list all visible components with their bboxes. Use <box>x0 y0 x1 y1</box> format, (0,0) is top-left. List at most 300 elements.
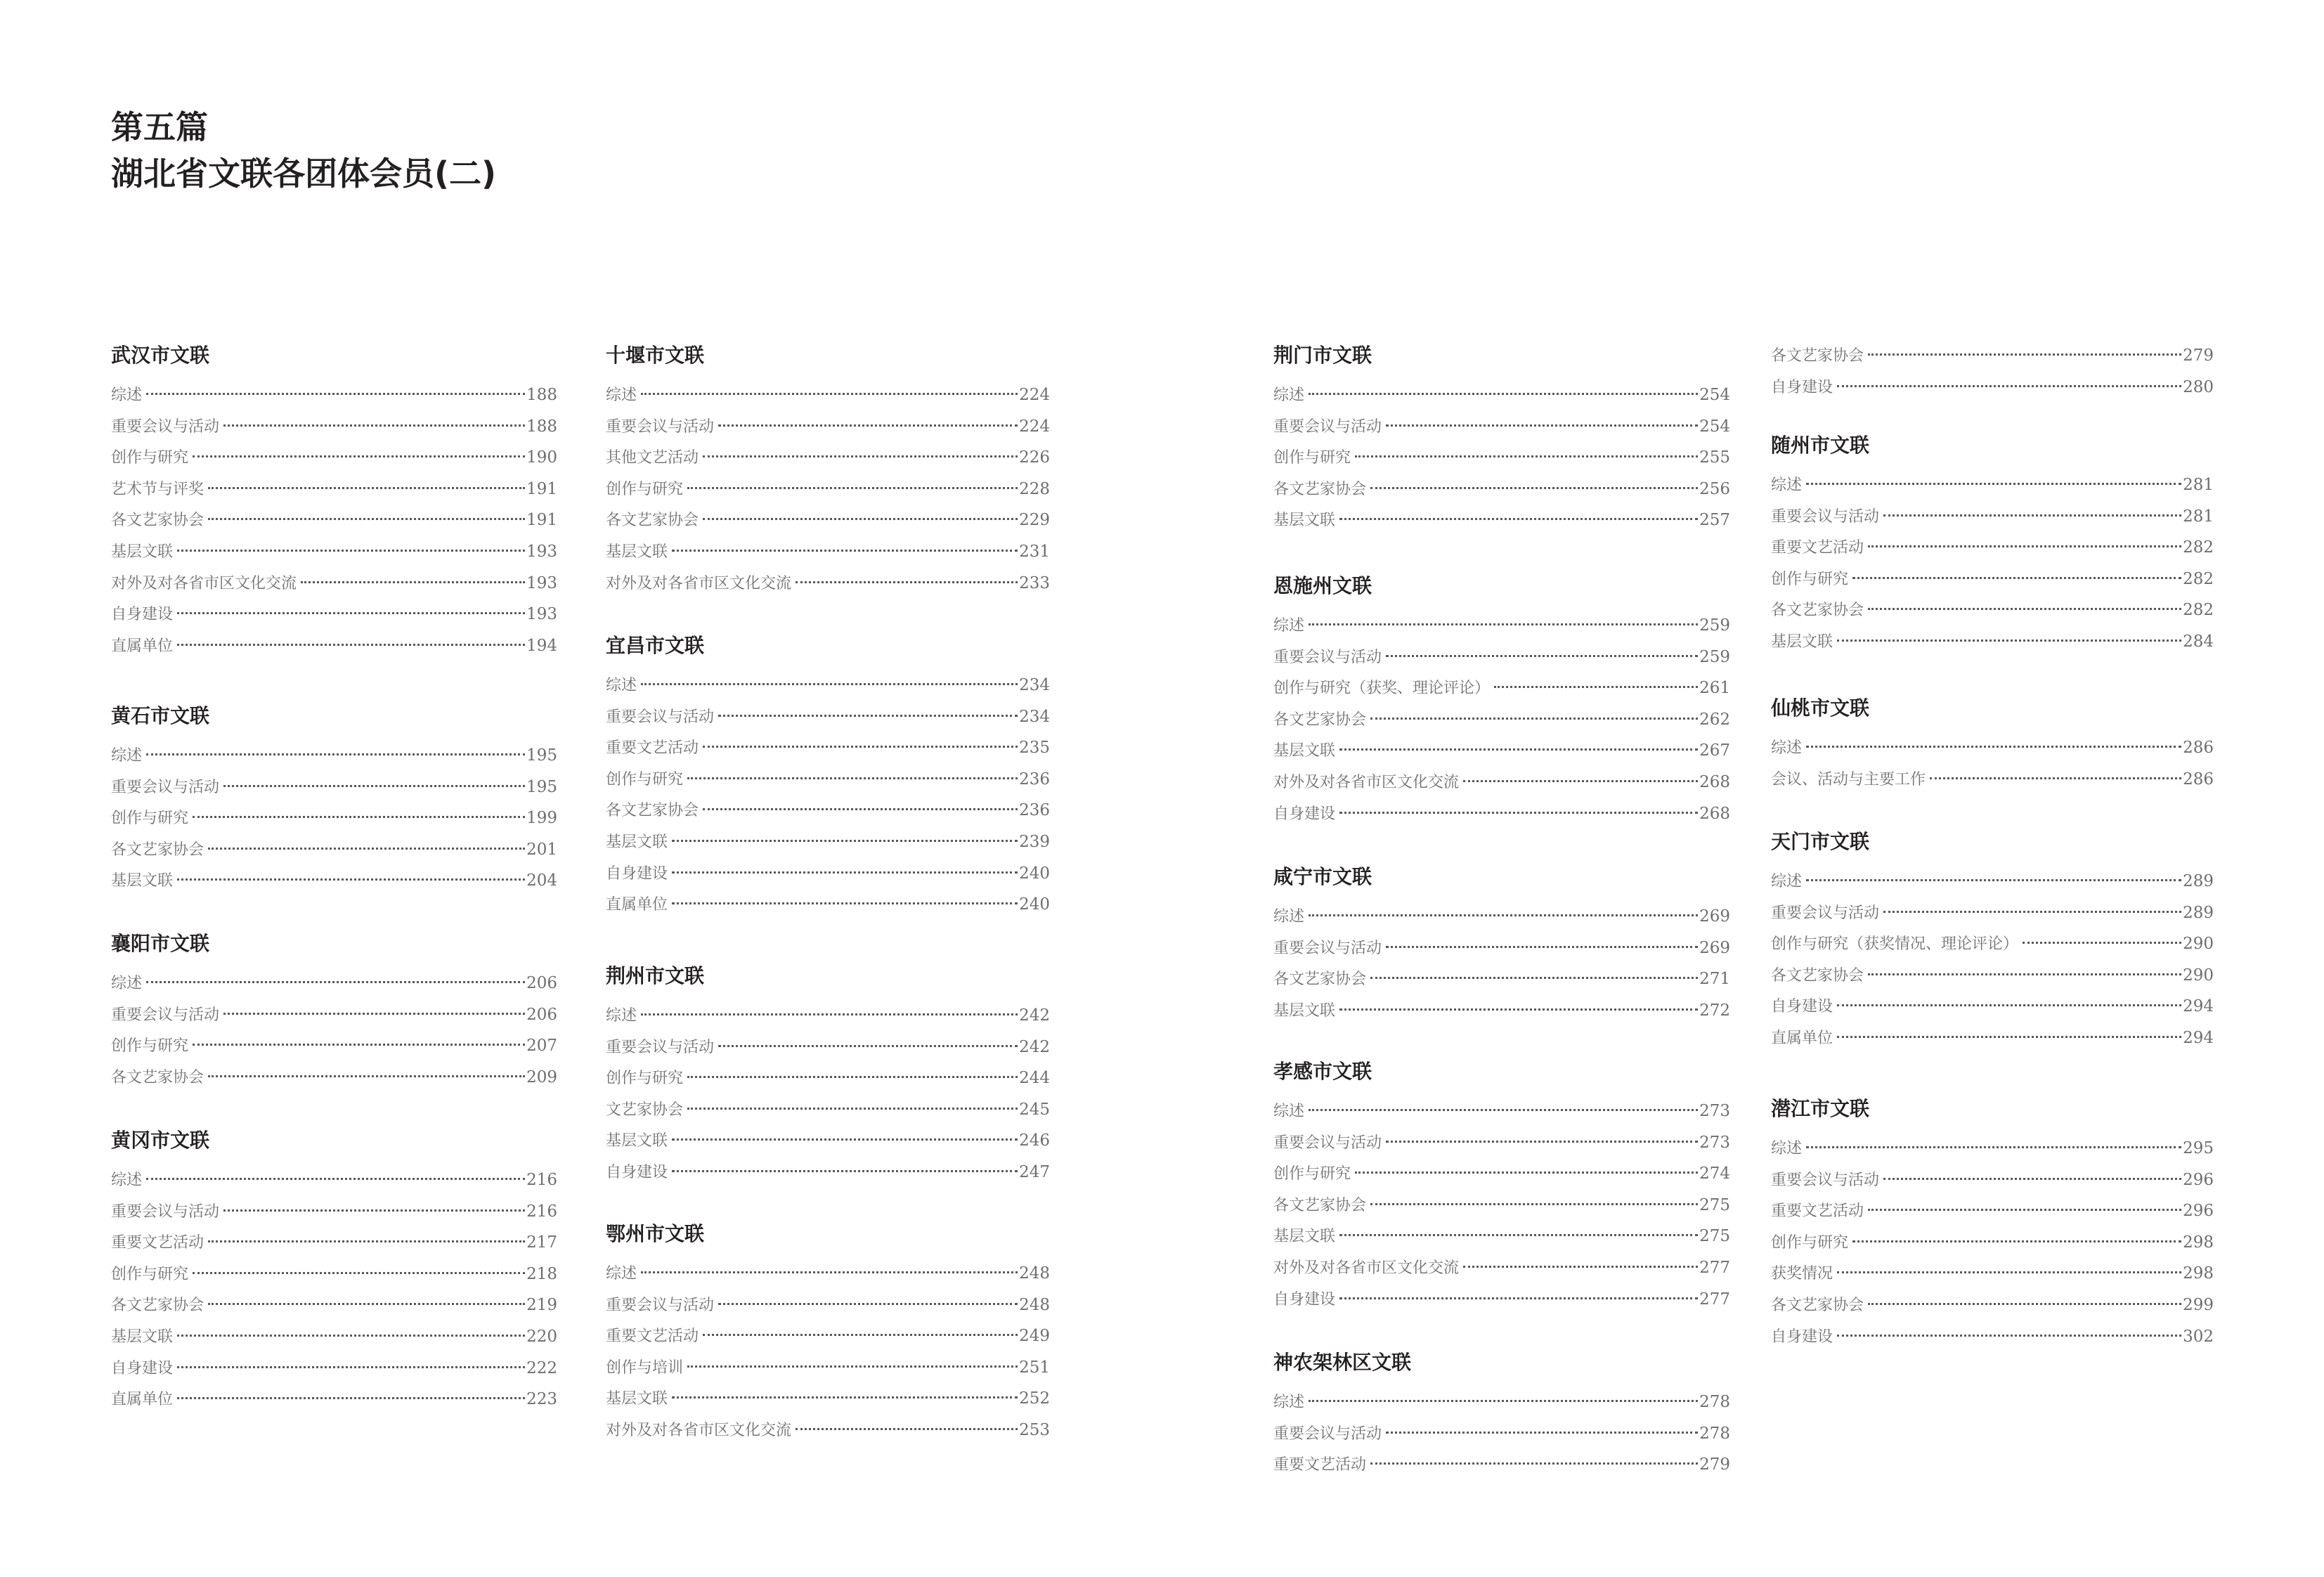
entry-label: 综述 <box>1771 739 1803 757</box>
toc-entry[interactable] <box>1273 442 1730 474</box>
entry-label: 重要会议与活动 <box>1273 417 1382 436</box>
toc-section <box>606 961 1050 1188</box>
entry-label: 自身建设 <box>1771 998 1833 1016</box>
dot-leader <box>1837 1271 2181 1273</box>
dot-leader <box>718 1045 1018 1047</box>
page-number: 281 <box>2183 507 2214 526</box>
toc-entry[interactable] <box>111 1062 557 1093</box>
dot-leader <box>1370 718 1698 720</box>
toc-entry[interactable] <box>1273 963 1730 995</box>
section-heading: 十堰市文联 <box>606 344 705 367</box>
page-number: 195 <box>526 777 557 796</box>
page-number: 277 <box>1699 1290 1730 1309</box>
toc-entry[interactable] <box>111 865 557 897</box>
page-number: 217 <box>526 1233 557 1252</box>
dot-leader <box>177 1335 525 1337</box>
toc-entry[interactable] <box>1771 532 2214 564</box>
dot-leader <box>146 1178 525 1180</box>
page-number: 218 <box>526 1264 557 1283</box>
toc-entry[interactable] <box>1273 704 1730 736</box>
page-number: 249 <box>1019 1327 1050 1346</box>
toc-entry[interactable] <box>1771 1290 2214 1321</box>
page-number: 294 <box>2183 1028 2214 1047</box>
dot-leader <box>1883 1178 2181 1180</box>
page-number: 231 <box>1019 542 1050 561</box>
page-number: 224 <box>1019 417 1050 436</box>
section-heading: 孝感市文联 <box>1273 1060 1372 1083</box>
toc-section <box>1273 862 1730 1026</box>
toc-entry[interactable] <box>111 1259 557 1290</box>
toc-entry[interactable] <box>111 411 557 443</box>
entry-label: 基层文联 <box>1273 512 1336 530</box>
toc-entry[interactable] <box>111 834 557 866</box>
dot-leader <box>1355 1172 1698 1174</box>
dot-leader <box>1868 973 2181 975</box>
dot-leader <box>1370 977 1698 979</box>
page-number: 298 <box>2183 1233 2214 1252</box>
toc-entry[interactable] <box>1273 1221 1730 1252</box>
toc-entry[interactable] <box>111 1164 557 1196</box>
entry-label: 其他文艺活动 <box>606 449 699 467</box>
entry-label: 创作与研究 <box>111 1037 189 1056</box>
toc-entry[interactable] <box>606 442 1050 474</box>
dot-leader <box>177 878 525 881</box>
toc-entry[interactable] <box>111 968 557 999</box>
dot-leader <box>223 1013 525 1015</box>
toc-entry[interactable] <box>111 803 557 834</box>
entry-label: 对外及对各省市区文化交流 <box>111 574 297 592</box>
toc-entry[interactable] <box>606 1352 1050 1384</box>
toc-entry[interactable] <box>1273 735 1730 767</box>
toc-entry[interactable] <box>606 701 1050 733</box>
entry-label: 艺术节与评奖 <box>111 480 205 498</box>
chapter-number: 第五篇 <box>111 108 208 146</box>
toc-entry[interactable] <box>606 568 1050 599</box>
toc-entry[interactable] <box>111 379 557 411</box>
entry-label: 对外及对各省市区文化交流 <box>606 574 792 592</box>
entry-label: 创作与研究 <box>111 449 189 467</box>
toc-entry[interactable] <box>111 740 557 772</box>
dot-leader <box>208 487 525 489</box>
toc-entry[interactable] <box>1273 995 1730 1027</box>
page-number: 275 <box>1699 1227 1730 1246</box>
toc-entry[interactable] <box>606 764 1050 796</box>
dot-leader <box>1852 577 2181 579</box>
entry-label: 自身建设 <box>606 864 668 883</box>
toc-entry[interactable] <box>1273 474 1730 505</box>
toc-section <box>1273 1347 1730 1481</box>
entry-label: 重要文艺活动 <box>606 1328 699 1346</box>
dot-leader <box>1494 686 1698 688</box>
toc-entry[interactable] <box>1771 1133 2214 1164</box>
entry-label: 基层文联 <box>1273 742 1336 760</box>
toc-entry[interactable] <box>1273 379 1730 411</box>
toc-entry[interactable] <box>1771 1321 2214 1353</box>
page-number: 234 <box>1019 707 1050 726</box>
page-number: 278 <box>1699 1424 1730 1443</box>
page-number: 194 <box>526 636 557 655</box>
toc-entry[interactable] <box>111 1196 557 1228</box>
entry-label: 重要会议与活动 <box>111 417 220 436</box>
toc-entry[interactable] <box>111 568 557 599</box>
entry-label: 创作与研究（获奖、理论评论） <box>1273 680 1491 698</box>
toc-entry[interactable] <box>1273 1418 1730 1450</box>
toc-entry[interactable] <box>1273 1284 1730 1316</box>
toc-entry[interactable] <box>1771 595 2214 626</box>
dot-leader <box>703 1334 1018 1336</box>
dot-leader <box>687 1076 1018 1078</box>
dot-leader <box>718 424 1018 427</box>
page-number: 267 <box>1699 741 1730 760</box>
dot-leader <box>687 1365 1018 1368</box>
entry-label: 综述 <box>111 387 143 404</box>
toc-entry[interactable] <box>1771 1227 2214 1259</box>
toc-entry[interactable] <box>1771 469 2214 501</box>
page-number: 253 <box>1019 1420 1050 1439</box>
toc-entry[interactable] <box>606 1157 1050 1188</box>
toc-entry[interactable] <box>606 1258 1050 1290</box>
dot-leader <box>223 424 525 427</box>
toc-entry[interactable] <box>606 536 1050 568</box>
toc-entry[interactable] <box>1273 505 1730 536</box>
toc-entry[interactable] <box>111 442 557 474</box>
dot-leader <box>177 1366 525 1368</box>
toc-entry[interactable] <box>111 505 557 536</box>
dot-leader <box>1309 623 1698 625</box>
dot-leader <box>703 455 1018 457</box>
page-number: 269 <box>1699 907 1730 926</box>
entry-label: 各文艺家协会 <box>1273 480 1367 498</box>
toc-entry[interactable] <box>1273 610 1730 642</box>
page-number: 282 <box>2183 569 2214 588</box>
toc-entry[interactable] <box>111 1321 557 1353</box>
toc-entry[interactable] <box>1273 1252 1730 1284</box>
dot-leader <box>1806 483 2181 485</box>
dot-leader <box>703 518 1018 520</box>
entry-label: 创作与研究 <box>1771 1233 1849 1252</box>
page-number: 282 <box>2183 601 2214 620</box>
dot-leader <box>223 785 525 787</box>
entry-label: 各文艺家协会 <box>111 1068 205 1086</box>
dot-leader <box>672 1396 1018 1398</box>
toc-entry[interactable] <box>606 474 1050 505</box>
toc-entry[interactable] <box>1771 340 2214 372</box>
page-number: 274 <box>1699 1164 1730 1183</box>
dot-leader <box>1868 1303 2181 1305</box>
page-number: 269 <box>1699 938 1730 957</box>
toc-entry[interactable] <box>111 772 557 803</box>
toc-entry[interactable] <box>1273 767 1730 798</box>
page-number: 271 <box>1699 970 1730 989</box>
toc-section <box>1771 430 2214 658</box>
toc-entry[interactable] <box>1771 501 2214 533</box>
entry-label: 综述 <box>1771 1140 1803 1157</box>
page-number: 236 <box>1019 770 1050 788</box>
toc-entry[interactable] <box>606 1094 1050 1126</box>
toc-section <box>606 630 1050 921</box>
entry-label: 综述 <box>1771 873 1803 890</box>
toc-entry[interactable] <box>111 474 557 505</box>
page-number: 255 <box>1699 448 1730 467</box>
entry-label: 基层文联 <box>1273 1228 1336 1246</box>
page-number: 244 <box>1019 1069 1050 1088</box>
dot-leader <box>703 808 1018 810</box>
page-number: 239 <box>1019 832 1050 851</box>
dot-leader <box>193 1044 525 1046</box>
page-number: 242 <box>1019 1037 1050 1056</box>
toc-entry[interactable] <box>111 1290 557 1321</box>
entry-label: 综述 <box>1771 476 1803 494</box>
toc-entry[interactable] <box>606 379 1050 411</box>
dot-leader <box>1339 812 1698 814</box>
toc-entry[interactable] <box>606 732 1050 764</box>
page-number: 247 <box>1019 1162 1050 1181</box>
entry-label: 创作与培训 <box>606 1358 684 1377</box>
entry-label: 重要文艺活动 <box>1273 1456 1367 1474</box>
page-number: 289 <box>2183 903 2214 922</box>
toc-entry[interactable] <box>1771 732 2214 764</box>
dot-leader <box>1370 1462 1698 1465</box>
page-number: 224 <box>1019 386 1050 404</box>
toc-entry[interactable] <box>1771 1195 2214 1227</box>
dot-leader <box>641 393 1018 395</box>
dot-leader <box>223 1209 525 1212</box>
entry-label: 综述 <box>606 387 637 404</box>
dot-leader <box>1339 1008 1698 1011</box>
dot-leader <box>1339 1297 1698 1299</box>
page-number: 220 <box>526 1327 557 1346</box>
dot-leader <box>177 550 525 552</box>
dot-leader <box>796 581 1018 583</box>
dot-leader <box>1837 1004 2181 1006</box>
dot-leader <box>1386 424 1698 427</box>
toc-entry[interactable] <box>606 1415 1050 1446</box>
entry-label: 基层文联 <box>111 872 174 890</box>
dot-leader <box>1868 608 2181 610</box>
section-heading: 荆州市文联 <box>606 964 705 987</box>
toc-entry[interactable] <box>1771 626 2214 658</box>
toc-entry[interactable] <box>1273 901 1730 933</box>
entry-label: 基层文联 <box>111 543 174 561</box>
page-number: 246 <box>1019 1131 1050 1150</box>
dot-leader <box>687 1108 1018 1110</box>
section-heading: 咸宁市文联 <box>1273 865 1372 888</box>
entry-label: 综述 <box>111 747 143 765</box>
toc-entry[interactable] <box>111 1353 557 1384</box>
toc-entry[interactable] <box>1273 1127 1730 1159</box>
section-heading: 天门市文联 <box>1771 830 1870 853</box>
page-number: 299 <box>2183 1295 2214 1314</box>
dot-leader <box>672 550 1018 552</box>
entry-label: 对外及对各省市区文化交流 <box>1273 773 1460 791</box>
page-number: 206 <box>526 974 557 992</box>
page-number: 195 <box>526 746 557 765</box>
entry-label: 重要会议与活动 <box>1273 939 1382 957</box>
toc-entry[interactable] <box>1273 642 1730 673</box>
toc-entry[interactable] <box>606 1000 1050 1032</box>
toc-entry[interactable] <box>1771 372 2214 403</box>
toc-entry[interactable] <box>606 1290 1050 1321</box>
dot-leader <box>1883 911 2181 913</box>
toc-entry[interactable] <box>606 1383 1050 1415</box>
dot-leader <box>208 848 525 850</box>
toc-entry[interactable] <box>111 1384 557 1415</box>
toc-entry[interactable] <box>1273 1449 1730 1481</box>
toc-entry[interactable] <box>1771 991 2214 1023</box>
dot-leader <box>1339 1234 1698 1236</box>
page-number: 295 <box>2183 1139 2214 1157</box>
entry-label: 综述 <box>606 1007 637 1025</box>
page-number: 284 <box>2183 632 2214 651</box>
toc-entry[interactable] <box>606 1032 1050 1063</box>
entry-label: 直属单位 <box>111 1391 174 1409</box>
toc-section <box>606 1219 1050 1446</box>
toc-entry[interactable] <box>111 630 557 662</box>
toc-entry[interactable] <box>1273 1158 1730 1190</box>
toc-entry[interactable] <box>606 1063 1050 1094</box>
dot-leader <box>1463 780 1698 782</box>
page-number: 207 <box>526 1037 557 1056</box>
toc-entry[interactable] <box>606 670 1050 701</box>
page-number: 191 <box>526 511 557 530</box>
toc-entry[interactable] <box>606 889 1050 921</box>
page-number: 216 <box>526 1202 557 1221</box>
entry-label: 创作与研究 <box>111 1265 189 1283</box>
chapter-title <box>111 104 496 197</box>
page-number: 190 <box>526 448 557 467</box>
section-heading: 黄冈市文联 <box>111 1129 210 1152</box>
toc-entry[interactable] <box>111 1227 557 1259</box>
page-number: 248 <box>1019 1264 1050 1283</box>
dot-leader <box>687 487 1018 489</box>
entry-label: 综述 <box>111 975 143 992</box>
toc-entry[interactable] <box>111 599 557 630</box>
toc-entry[interactable] <box>606 826 1050 858</box>
dot-leader <box>1852 1240 2181 1242</box>
page-number: 290 <box>2183 935 2214 954</box>
page-number: 296 <box>2183 1170 2214 1189</box>
entry-label: 直属单位 <box>1771 1029 1833 1047</box>
page-number: 193 <box>526 605 557 624</box>
dot-leader <box>672 871 1018 874</box>
toc-entry[interactable] <box>111 1030 557 1062</box>
toc-entry[interactable] <box>1273 1190 1730 1221</box>
entry-label: 重要文艺活动 <box>606 739 699 758</box>
entry-label: 对外及对各省市区文化交流 <box>1273 1259 1460 1277</box>
entry-label: 自身建设 <box>1771 378 1833 396</box>
chapter-subtitle: 湖北省文联各团体会员(二) <box>111 155 497 193</box>
entry-label: 创作与研究 <box>606 1070 684 1088</box>
section-heading: 仙桃市文联 <box>1771 696 1870 720</box>
page-number: 216 <box>526 1171 557 1189</box>
entry-label: 各文艺家协会 <box>1273 971 1367 989</box>
toc-entry[interactable] <box>111 999 557 1031</box>
dot-leader <box>1355 455 1698 457</box>
toc-entry[interactable] <box>606 795 1050 826</box>
page-number: 302 <box>2183 1327 2214 1346</box>
toc-entry[interactable] <box>1771 564 2214 595</box>
toc-entry[interactable] <box>1273 1096 1730 1127</box>
toc-entry[interactable] <box>1273 1387 1730 1418</box>
page-number: 193 <box>526 542 557 561</box>
section-heading: 襄阳市文联 <box>111 932 210 955</box>
toc-entry[interactable] <box>606 411 1050 443</box>
dot-leader <box>146 981 525 983</box>
page-number: 226 <box>1019 448 1050 467</box>
entry-label: 各文艺家协会 <box>111 512 205 530</box>
toc-entry[interactable] <box>606 505 1050 536</box>
dot-leader <box>208 1240 525 1242</box>
entry-label: 获奖情况 <box>1771 1265 1833 1283</box>
toc-section <box>1273 571 1730 829</box>
dot-leader <box>177 1397 525 1399</box>
entry-label: 自身建设 <box>1273 805 1336 823</box>
toc-entry[interactable] <box>606 1320 1050 1352</box>
toc-entry[interactable] <box>1273 933 1730 964</box>
entry-label: 综述 <box>1273 1394 1305 1411</box>
toc-entry[interactable] <box>1273 673 1730 704</box>
dot-leader <box>1386 1141 1698 1143</box>
toc-entry[interactable] <box>1771 1164 2214 1196</box>
section-heading: 随州市文联 <box>1771 434 1870 457</box>
toc-entry[interactable] <box>111 536 557 568</box>
entry-label: 基层文联 <box>1273 1001 1336 1020</box>
page-number: 188 <box>526 417 557 436</box>
page-number: 229 <box>1019 511 1050 530</box>
toc-entry[interactable] <box>1771 960 2214 992</box>
toc-section <box>1771 1093 2214 1352</box>
toc-entry[interactable] <box>1771 928 2214 960</box>
entry-label: 重要会议与活动 <box>1771 507 1880 526</box>
toc-section <box>1273 1056 1730 1315</box>
dot-leader <box>672 840 1018 842</box>
entry-label: 直属单位 <box>111 637 174 655</box>
dot-leader <box>208 1303 525 1305</box>
entry-label: 各文艺家协会 <box>606 512 699 530</box>
entry-label: 综述 <box>1273 387 1305 404</box>
entry-label: 自身建设 <box>1273 1290 1336 1309</box>
entry-label: 综述 <box>606 1265 637 1283</box>
entry-label: 基层文联 <box>606 1132 668 1150</box>
toc-section <box>606 340 1050 599</box>
page-number: 289 <box>2183 872 2214 890</box>
dot-leader <box>1868 545 2181 547</box>
page-number: 206 <box>526 1005 557 1024</box>
entry-label: 基层文联 <box>606 1390 668 1408</box>
page-number: 275 <box>1699 1195 1730 1214</box>
toc-entry[interactable] <box>1771 897 2214 929</box>
toc-entry[interactable] <box>1771 866 2214 897</box>
page-number: 261 <box>1699 679 1730 698</box>
dot-leader <box>1463 1266 1698 1268</box>
entry-label: 重要会议与活动 <box>1273 648 1382 666</box>
toc-entry[interactable] <box>606 858 1050 890</box>
toc-section <box>1273 340 1730 536</box>
toc-section <box>1771 340 2214 403</box>
dot-leader <box>1386 1432 1698 1434</box>
dot-leader <box>177 612 525 614</box>
page-number: 201 <box>526 840 557 859</box>
toc-entry[interactable] <box>1771 1258 2214 1290</box>
section-heading: 黄石市文联 <box>111 704 210 727</box>
toc-entry[interactable] <box>1771 764 2214 796</box>
toc-entry[interactable] <box>1273 411 1730 443</box>
page-number: 296 <box>2183 1202 2214 1221</box>
toc-entry[interactable] <box>606 1125 1050 1157</box>
toc-entry[interactable] <box>1771 1023 2214 1054</box>
toc-entry[interactable] <box>1273 798 1730 830</box>
page-number: 257 <box>1699 511 1730 530</box>
